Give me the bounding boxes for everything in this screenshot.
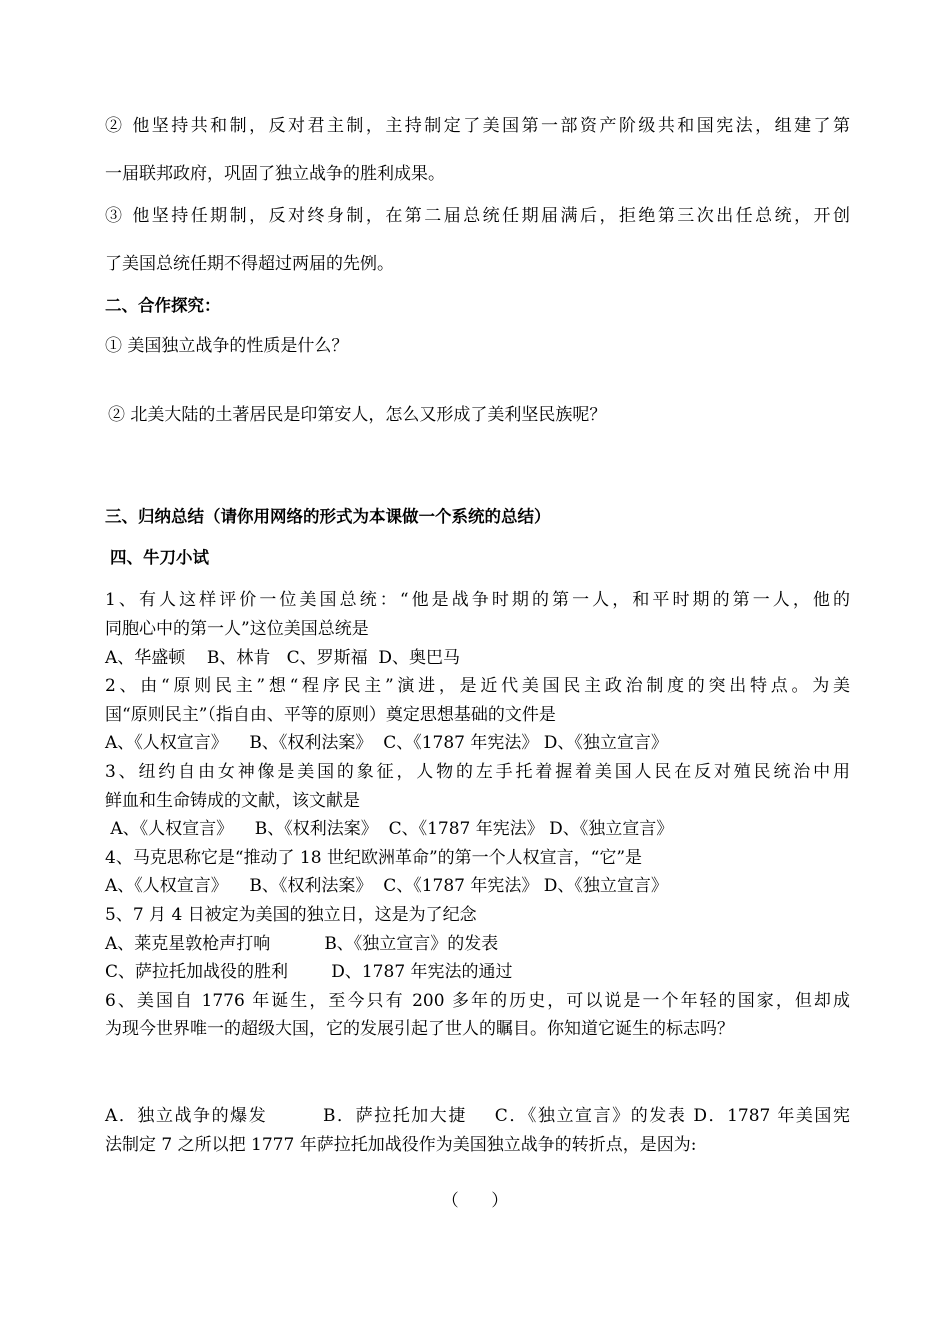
q3-line1: 3、纽约自由女神像是美国的象征，人物的左手托着握着美国人民在反对殖民统治中用 <box>105 762 850 782</box>
q6-options-line2: 法制定 7 之所以把 1777 年萨拉托加战役作为美国独立战争的转折点，是因为: <box>105 1135 697 1155</box>
q1-options: A、华盛顿 B、林肯 C、罗斯福 D、奥巴马 <box>105 648 461 668</box>
section-2-question-2: ② 北美大陆的土著居民是印第安人，怎么又形成了美利坚民族呢？ <box>108 405 607 425</box>
q3-line2: 鲜血和生命铸成的文献，该文献是 <box>105 791 360 811</box>
q1-line2: 同胞心中的第一人”这位美国总统是 <box>105 619 369 639</box>
answer-parentheses: （ ） <box>441 1191 509 1211</box>
q2-line1: 2、由“原则民主”想“程序民主”演进，是近代美国民主政治制度的突出特点。为美 <box>105 676 850 696</box>
q2-options: A、《人权宣言》 B、《权利法案》 C、《1787 年宪法》 D、《独立宣言》 <box>105 733 668 753</box>
q4-options: A、《人权宣言》 B、《权利法案》 C、《1787 年宪法》 D、《独立宣言》 <box>105 876 668 896</box>
washington-point-3-line1: ③ 他坚持任期制，反对终身制，在第二届总统任期届满后，拒绝第三次出任总统，开创 <box>105 206 850 226</box>
q5-line1: 5、7 月 4 日被定为美国的独立日，这是为了纪念 <box>105 905 477 925</box>
q3-options: A、《人权宣言》 B、《权利法案》 C、《1787 年宪法》 D、《独立宣言》 <box>105 819 674 839</box>
washington-point-2-line2: 一届联邦政府，巩固了独立战争的胜利成果。 <box>105 164 445 184</box>
washington-point-3-line2: 了美国总统任期不得超过两届的先例。 <box>105 254 394 274</box>
q5-options-ab: A、莱克星敦枪声打响 B、《独立宣言》的发表 <box>105 934 499 954</box>
q4-line1: 4、马克思称它是“推动了 18 世纪欧洲革命”的第一个人权宣言，“它”是 <box>105 848 643 868</box>
section-2-question-1: ① 美国独立战争的性质是什么？ <box>105 336 349 356</box>
washington-point-2-line1: ② 他坚持共和制，反对君主制，主持制定了美国第一部资产阶级共和国宪法，组建了第 <box>105 116 850 136</box>
section-3-heading: 三、归纳总结（请你用网络的形式为本课做一个系统的总结） <box>105 507 551 526</box>
section-4-heading: 四、牛刀小试 <box>110 548 209 567</box>
q5-options-cd: C、萨拉托加战役的胜利 D、1787 年宪法的通过 <box>105 962 513 982</box>
q6-line2: 为现今世界唯一的超级大国，它的发展引起了世人的瞩目。你知道它诞生的标志吗？ <box>105 1019 734 1039</box>
section-2-heading: 二、合作探究： <box>105 296 221 315</box>
q6-options-line1: A．独立战争的爆发 B．萨拉托加大捷 C．《独立宣言》的发表 D．1787 年美国宪 <box>105 1106 850 1126</box>
q6-line1: 6、美国自 1776 年诞生，至今只有 200 多年的历史，可以说是一个年轻的国家，但却成 <box>105 991 850 1011</box>
q1-line1: 1、有人这样评价一位美国总统：“他是战争时期的第一人，和平时期的第一人，他的 <box>105 590 850 610</box>
q2-line2: 国“原则民主”（指自由、平等的原则）奠定思想基础的文件是 <box>105 705 556 725</box>
